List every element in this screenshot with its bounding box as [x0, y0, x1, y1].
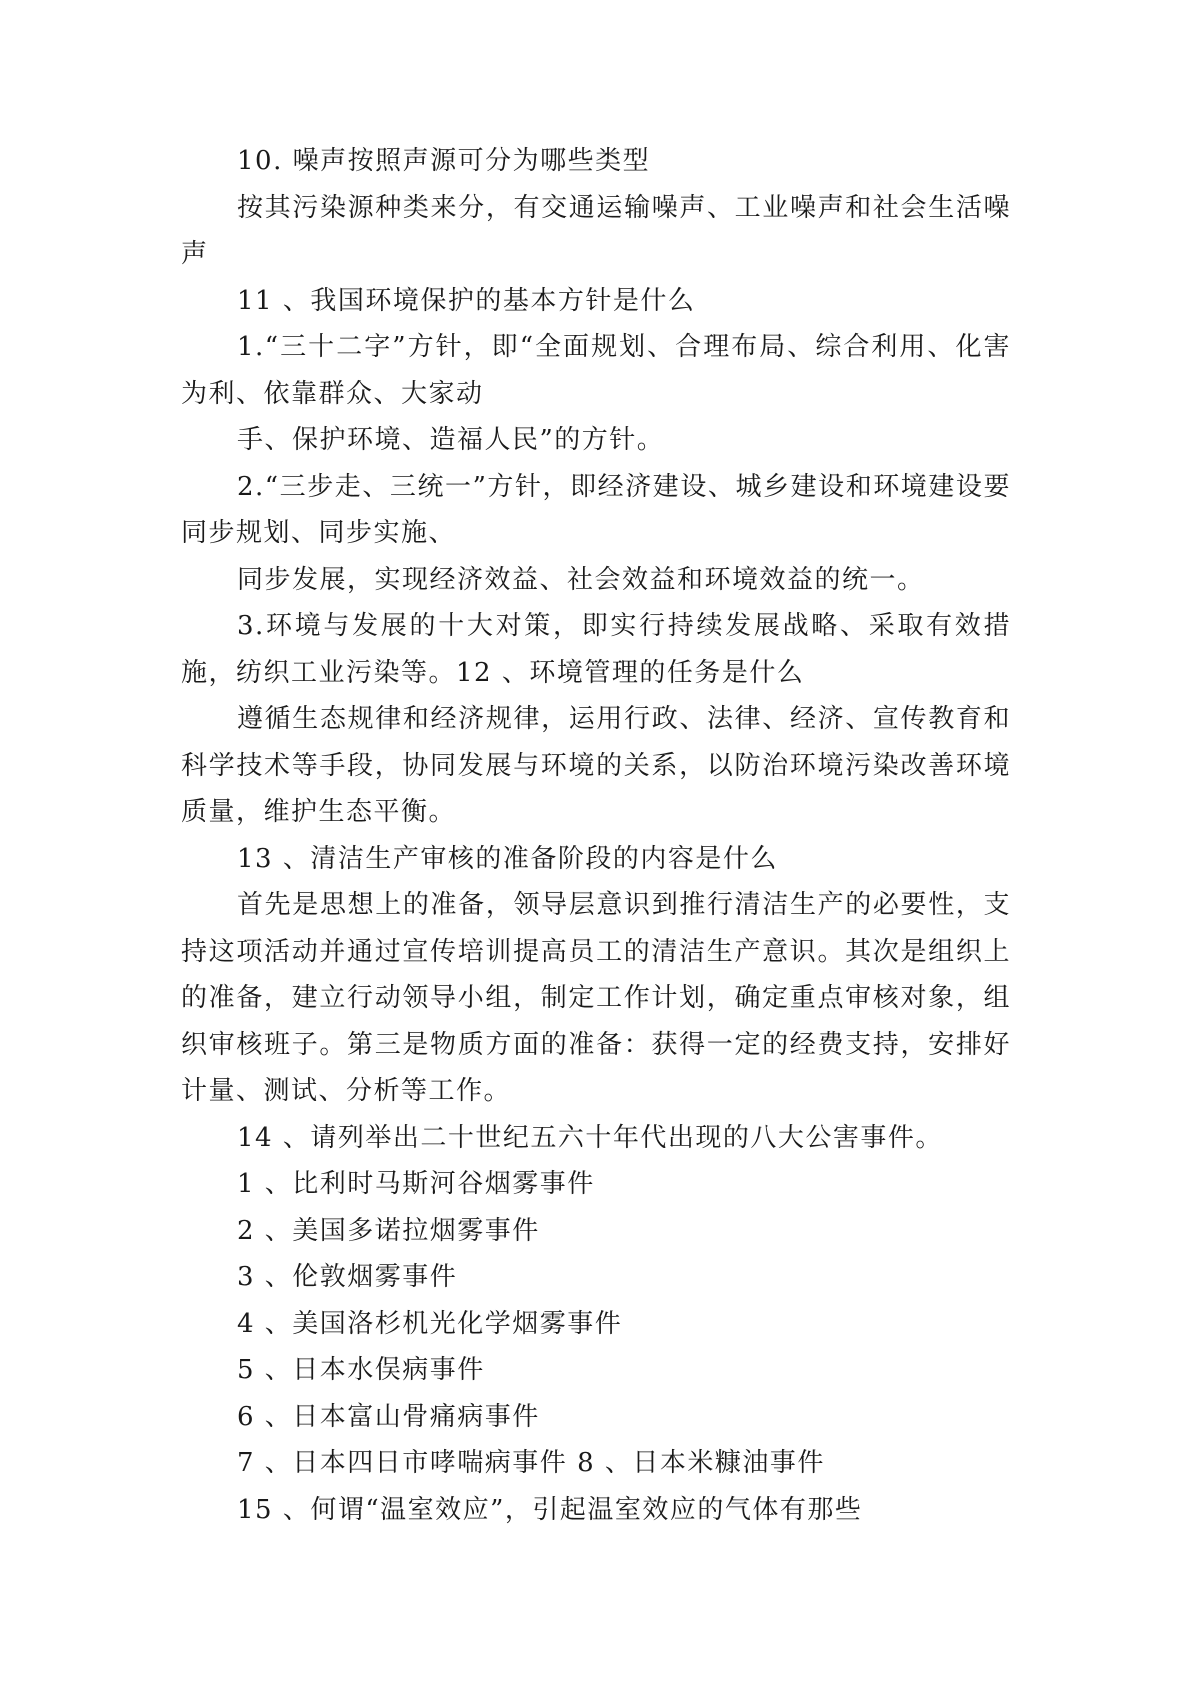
answer-paragraph: 遵循生态规律和经济规律，运用行政、法律、经济、宣传教育和科学技术等手段，协同发展与环境的关系，以防治环境污染改善环境质量，维护生态平衡。 [181, 704, 1011, 827]
list-item: 6 、日本富山骨痛病事件 [237, 1401, 540, 1432]
answer-paragraph: 2.“三步走、三统一”方针，即经济建设、城乡建设和环境建设要同步规划、同步实施、 [181, 471, 1011, 548]
question-heading: 13 、清洁生产审核的准备阶段的内容是什么 [237, 843, 778, 874]
document-body [181, 138, 1011, 1533]
list-item: 7 、日本四日市哮喘病事件 8 、日本米糠油事件 [237, 1448, 825, 1478]
list-item: 3 、伦敦烟雾事件 [237, 1262, 458, 1292]
answer-paragraph: 按其污染源种类来分，有交通运输噪声、工业噪声和社会生活噪声 [181, 192, 1011, 269]
question-heading: 11 、我国环境保护的基本方针是什么 [237, 285, 696, 316]
question-heading: 15 、何谓“温室效应”，引起温室效应的气体有那些 [237, 1494, 863, 1525]
list-item: 5 、日本水俣病事件 [237, 1355, 485, 1385]
answer-paragraph: 1.“三十二字”方针，即“全面规划、合理布局、综合利用、化害为利、依靠群众、大家动 [181, 332, 1011, 409]
list-item: 2 、美国多诺拉烟雾事件 [237, 1215, 540, 1246]
answer-paragraph: 3.环境与发展的十大对策，即实行持续发展战略、采取有效措施，纺织工业污染等。12 、环境管理的任务是什么 [181, 611, 1011, 688]
list-item: 1 、比利时马斯河谷烟雾事件 [237, 1169, 595, 1199]
question-heading: 10. 噪声按照声源可分为哪些类型 [237, 146, 651, 176]
answer-paragraph: 手、保护环境、造福人民”的方针。 [237, 425, 665, 455]
question-heading: 14 、请列举出二十世纪五六十年代出现的八大公害事件。 [237, 1122, 943, 1153]
answer-paragraph: 首先是思想上的准备，领导层意识到推行清洁生产的必要性，支持这项活动并通过宣传培训提高员工的清洁生产意识。其次是组织上的准备，建立行动领导小组，制定工作计划，确定重点审核对象，组织审核班子。第三是物质方面的准备：获得一定的经费支持，安排好计量、测试、分析等工作。 [181, 890, 1011, 1106]
list-item: 4 、美国洛杉机光化学烟雾事件 [237, 1308, 623, 1339]
answer-paragraph: 同步发展，实现经济效益、社会效益和环境效益的统一。 [237, 564, 925, 595]
